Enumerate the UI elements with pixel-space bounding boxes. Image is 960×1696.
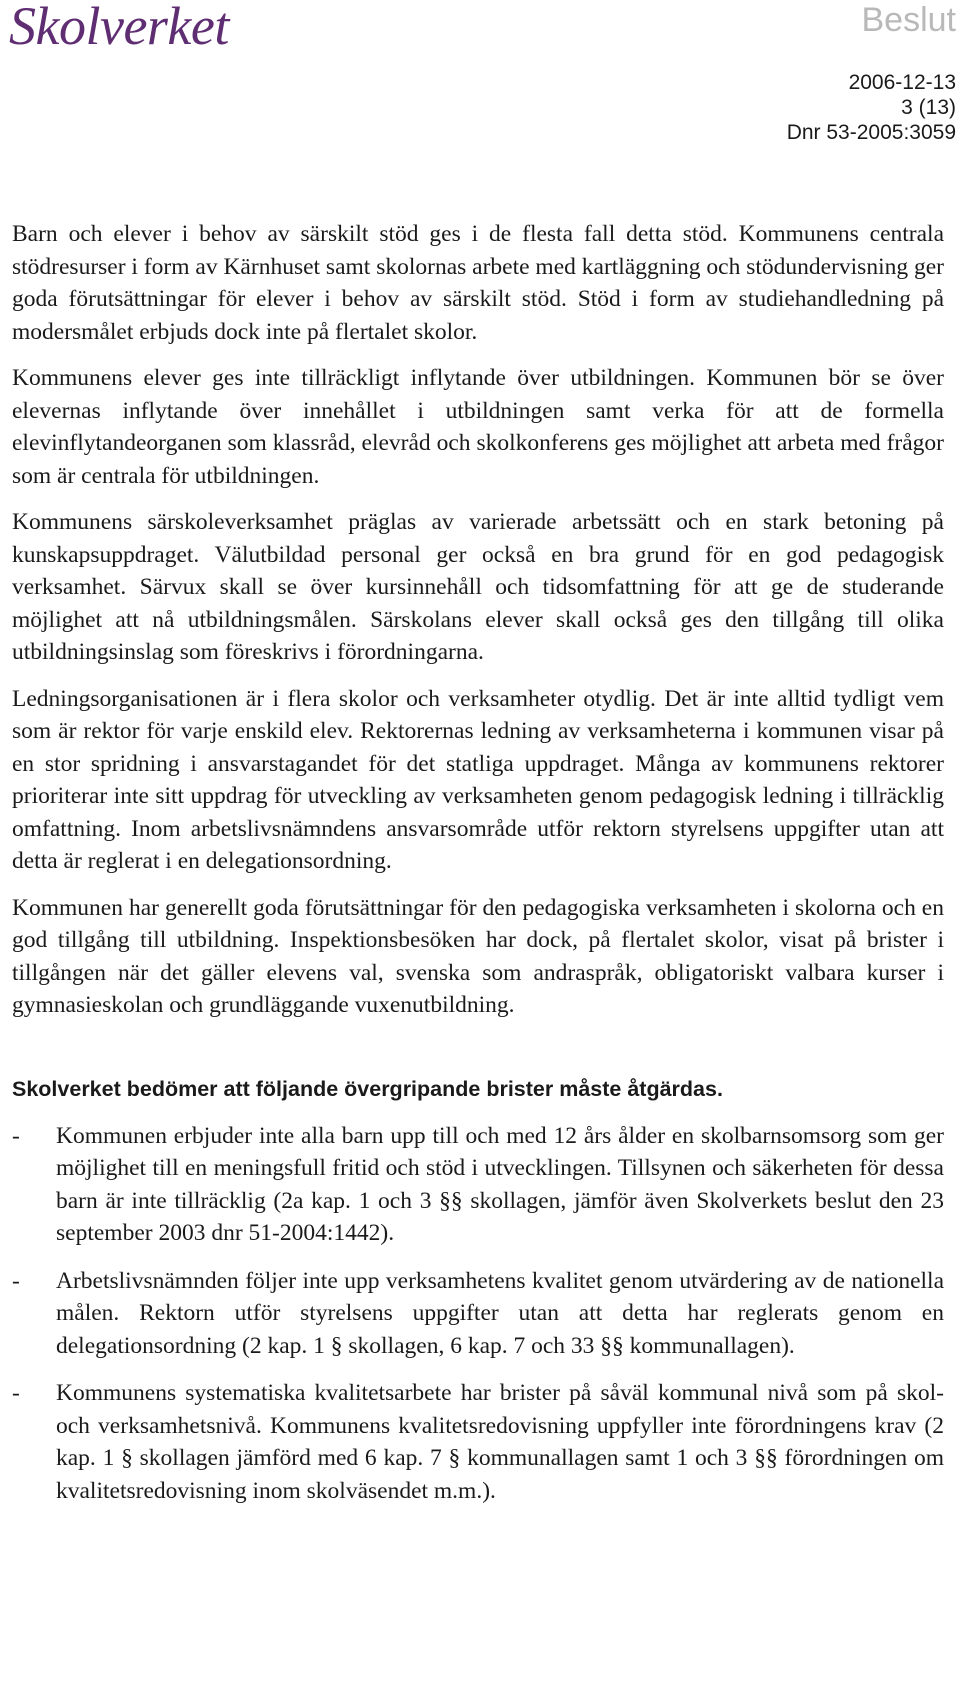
document-body — [12, 218, 944, 1522]
list-item — [12, 1120, 944, 1250]
document-meta — [787, 70, 956, 145]
paragraph-student-influence: Kommunens elever ges inte tillräckligt inflytande över utbildningen. Kommunen bör se över elevernas inflytande över innehållet i utbildningen samt verka för att de formella elevinflytandeorganen som klassråd, elevråd och skolkonferens ges möjlighet att arbeta med frågor som är centrala för utbildningen. — [12, 365, 944, 489]
document-type: Beslut — [861, 1, 956, 39]
paragraph-conditions: Kommunen har generellt goda förutsättningar för den pedagogiska verksamheten i skolorna och en god tillgång till utbildning. Inspektionsbesöken har dock, på flertalet skolor, visat på brister i tillgången när det gäller elevens val, svenska som andraspråk, obligatoriskt valbara kurser i gymnasieskolan och grundläggande vuxenutbildning. — [12, 894, 944, 1018]
deficiency-list — [12, 1120, 944, 1508]
section-heading: Skolverket bedömer att följande övergripande brister måste åtgärdas. — [12, 1076, 723, 1101]
bullet-dash: - — [12, 1380, 20, 1406]
document-date: 2006-12-13 — [848, 71, 956, 94]
skolverket-logo: Skolverket — [9, 0, 229, 56]
bullet-dash: - — [12, 1267, 20, 1294]
list-item — [12, 1265, 944, 1363]
paragraph-special-school: Kommunens särskoleverksamhet präglas av varierade arbetssätt och en stark betoning på kunskapsuppdraget. Välutbildad personal ger också en bra grund för en god pedagogisk verksamhet. Särvux skall se över kursinnehåll och tidsomfattning för att ge de studerande möjlighet att nå utbildningsmålen. Särskolans elever skall också ges den tillgång till olika utbildningsinslag som föreskrivs i förordningarna. — [12, 509, 944, 665]
paragraph-special-support: Barn och elever i behov av särskilt stöd ges i de flesta fall detta stöd. Kommunens centrala stödresurser i form av Kärnhuset samt skolornas arbete med kartläggning och stödundervisning ger goda förutsättningar för elever i behov av särskilt stöd. Stöd i form av studiehandledning på modersmålet erbjuds dock inte på flertalet skolor. — [12, 221, 944, 345]
page-number: 3 (13) — [901, 96, 956, 119]
list-item-text: Kommunens systematiska kvalitetsarbete har brister på såväl kommunal nivå som på skol- och verksamhetsnivå. Kommunens kvalitetsredovisning uppfyller inte förordningens krav (2 kap. 1 § skollagen jämförd med 6 kap. 7 § kommunallagen samt 1 och 3 §§ förordningen om kvalitetsredovisning inom skolväsendet m.m.). — [56, 1380, 944, 1504]
paragraph-leadership: Ledningsorganisationen är i flera skolor och verksamheter otydlig. Det är inte alltid tydligt vem som är rektor för varje enskild elev. Rektorernas ledning av verksamheterna i kommunen visar på en stor spridning i ansvarstagandet för det statliga uppdraget. Många av kommunens rektorer prioriterar inte sitt uppdrag för utveckling av verksamheten genom pedagogisk ledning i tillräcklig omfattning. Inom arbetslivsnämndens ansvarsområde utför rektorn styrelsens uppgifter utan att detta är reglerat i en delegationsordning. — [12, 685, 944, 874]
page-header — [0, 0, 960, 150]
list-item-text: Kommunen erbjuder inte alla barn upp till och med 12 års ålder en skolbarnsomsorg som ger möjlighet till en meningsfull fritid och stöd i utvecklingen. Tillsynen och säkerheten för dessa barn är inte tillräcklig (2a kap. 1 och 3 §§ skollagen, jämför även Skolverkets beslut den 23 september 2003 dnr 51-2004:1442). — [56, 1122, 944, 1246]
list-item-text: Arbetslivsnämnden följer inte upp verksamhetens kvalitet genom utvärdering av de nationella målen. Rektorn utför styrelsens uppgifter utan att detta har reglerats genom en delegationsordning (2 kap. 1 § skollagen, 6 kap. 7 och 33 §§ kommunallagen). — [56, 1267, 944, 1359]
list-item — [12, 1377, 944, 1507]
bullet-dash: - — [12, 1122, 20, 1149]
registration-number: Dnr 53-2005:3059 — [786, 121, 956, 144]
